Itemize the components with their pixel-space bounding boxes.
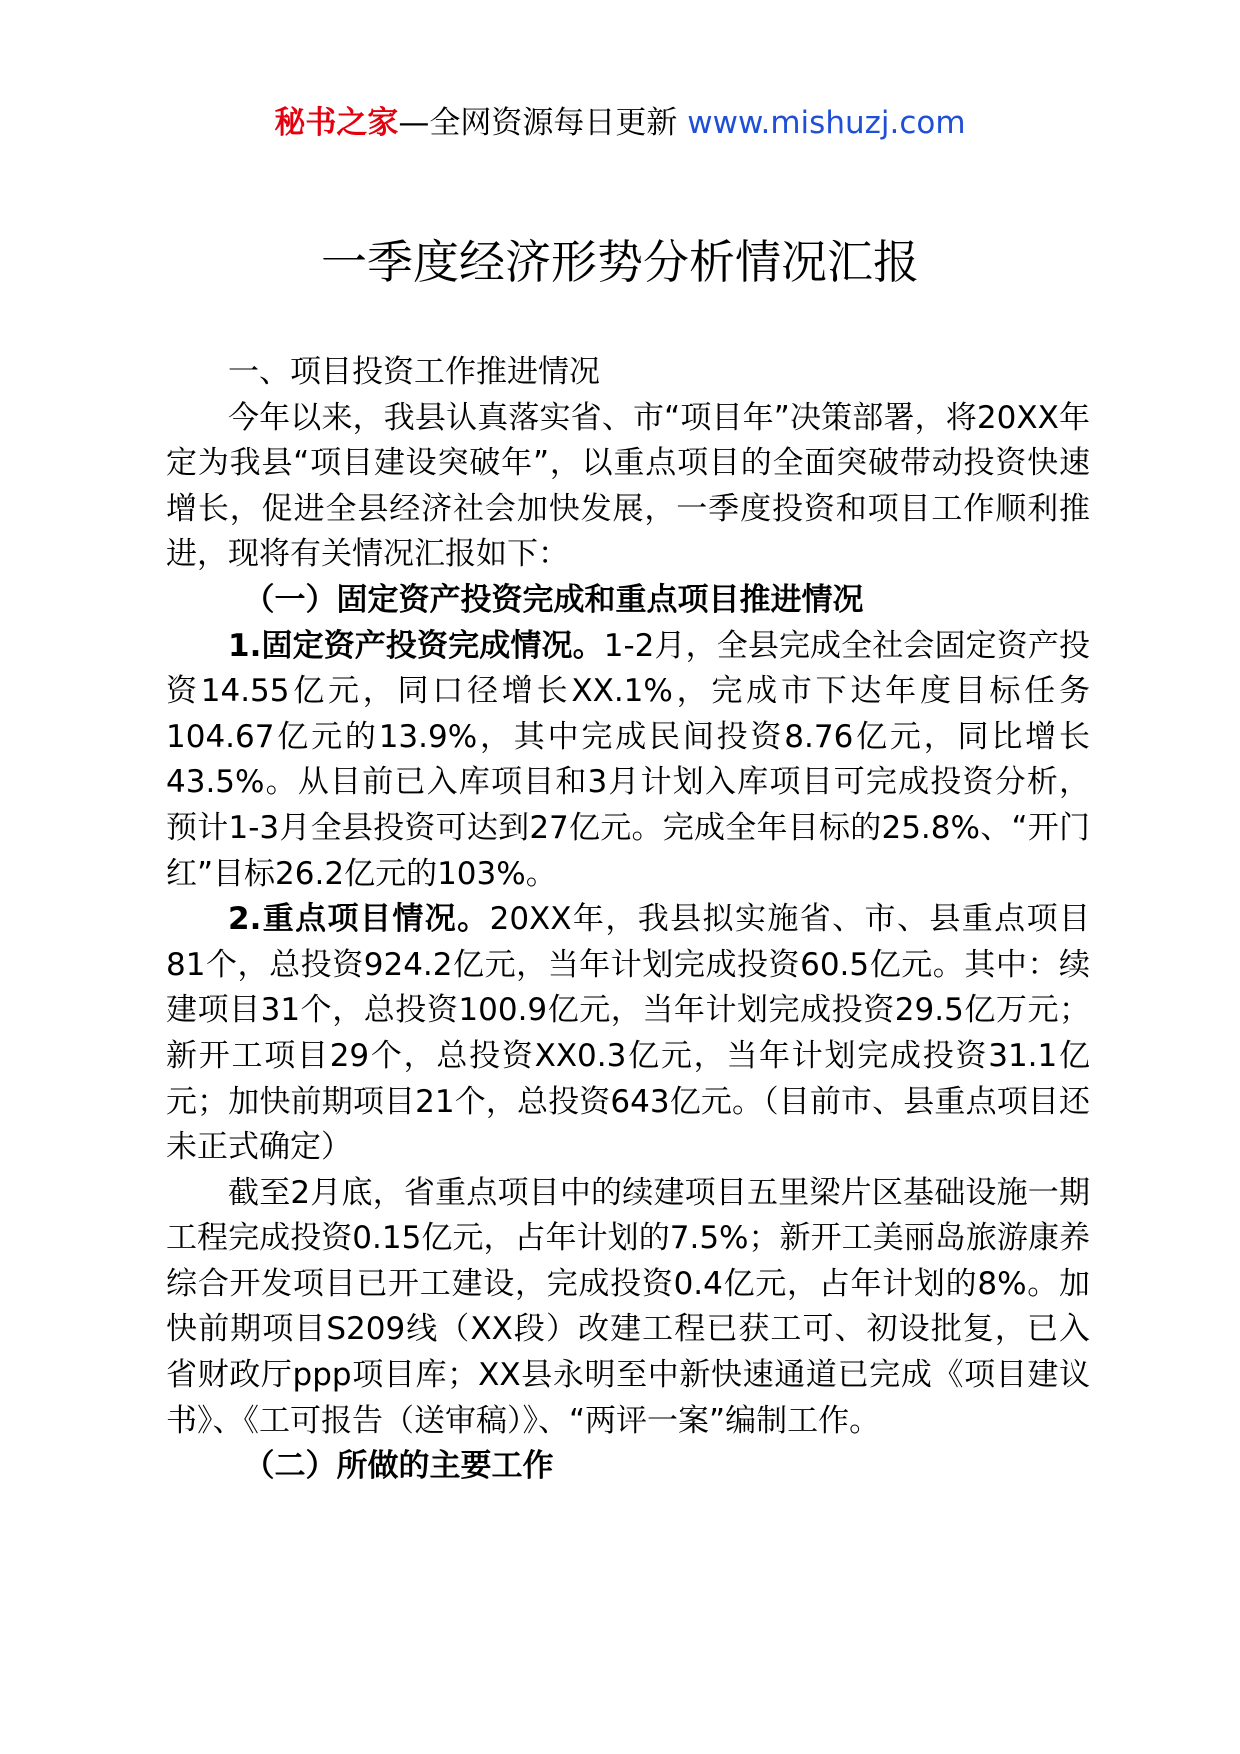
paragraph-progress: 截至2月底，省重点项目中的续建项目五里梁片区基础设施一期工程完成投资0.15亿元，占年计划的7.5%；新开工美丽岛旅游康养综合开发项目已开工建设，完成投资0.4亿元，占年计划的8%。加快前期项目S209线（XX段）改建工程已获工可、初设批复，已入省财政厅ppp项目库；XX县永明至中新快速通道已完成《项目建议书》、《工可报告（送审稿）》、“两评一案”编制工作。	[166, 1174, 1090, 1439]
paragraph-text: 1-2月，全县完成全社会固定资产投资14.55亿元，同口径增长XX.1%，完成市下达年度目标任务104.67亿元的13.9%，其中完成民间投资8.76亿元，同比增长43.5%。从目前已入库项目和3月计划入库项目可完成投资分析，预计1-3月全县投资可达到27亿元。完成全年目标的25.8%、“开门红”目标26.2亿元的103%。	[166, 627, 1090, 892]
document-title: 一季度经济形势分析情况汇报	[321, 235, 919, 289]
paragraph-text: 20XX年，我县拟实施省、市、县重点项目81个，总投资924.2亿元，当年计划完成投资60.5亿元。其中：续建项目31个，总投资100.9亿元，当年计划完成投资29.5亿万元；新开工项目29个，总投资XX0.3亿元，当年计划完成投资31.1亿元；加快前期项目21个，总投资643亿元。（目前市、县重点项目还未正式确定）	[166, 901, 1090, 1166]
site-url-link[interactable]: www.mishuzj.com	[687, 105, 966, 141]
subsection-heading-1: （一）固定资产投资完成和重点项目推进情况	[243, 581, 864, 618]
intro-paragraph: 今年以来，我县认真落实省、市“项目年”决策部署，将20XX年定为我县“项目建设突破年”，以重点项目的全面突破带动投资快速增长，促进全县经济社会加快发展，一季度投资和项目工作顺利推进，现将有关情况汇报如下：	[166, 399, 1090, 573]
brand-name: 秘书之家	[274, 105, 399, 141]
document-body	[166, 350, 1090, 1490]
paragraph-key-projects	[166, 897, 1090, 1171]
banner-slogan: —全网资源每日更新	[398, 105, 678, 141]
subsection-heading-2: （二）所做的主要工作	[243, 1448, 554, 1485]
section-heading-1: 一、项目投资工作推进情况	[228, 354, 600, 390]
site-banner	[0, 103, 1240, 143]
paragraph-lead: 1.固定资产投资完成情况。	[228, 627, 604, 664]
paragraph-fixed-asset-investment	[166, 624, 1090, 898]
paragraph-lead: 2.重点项目情况。	[228, 901, 490, 938]
